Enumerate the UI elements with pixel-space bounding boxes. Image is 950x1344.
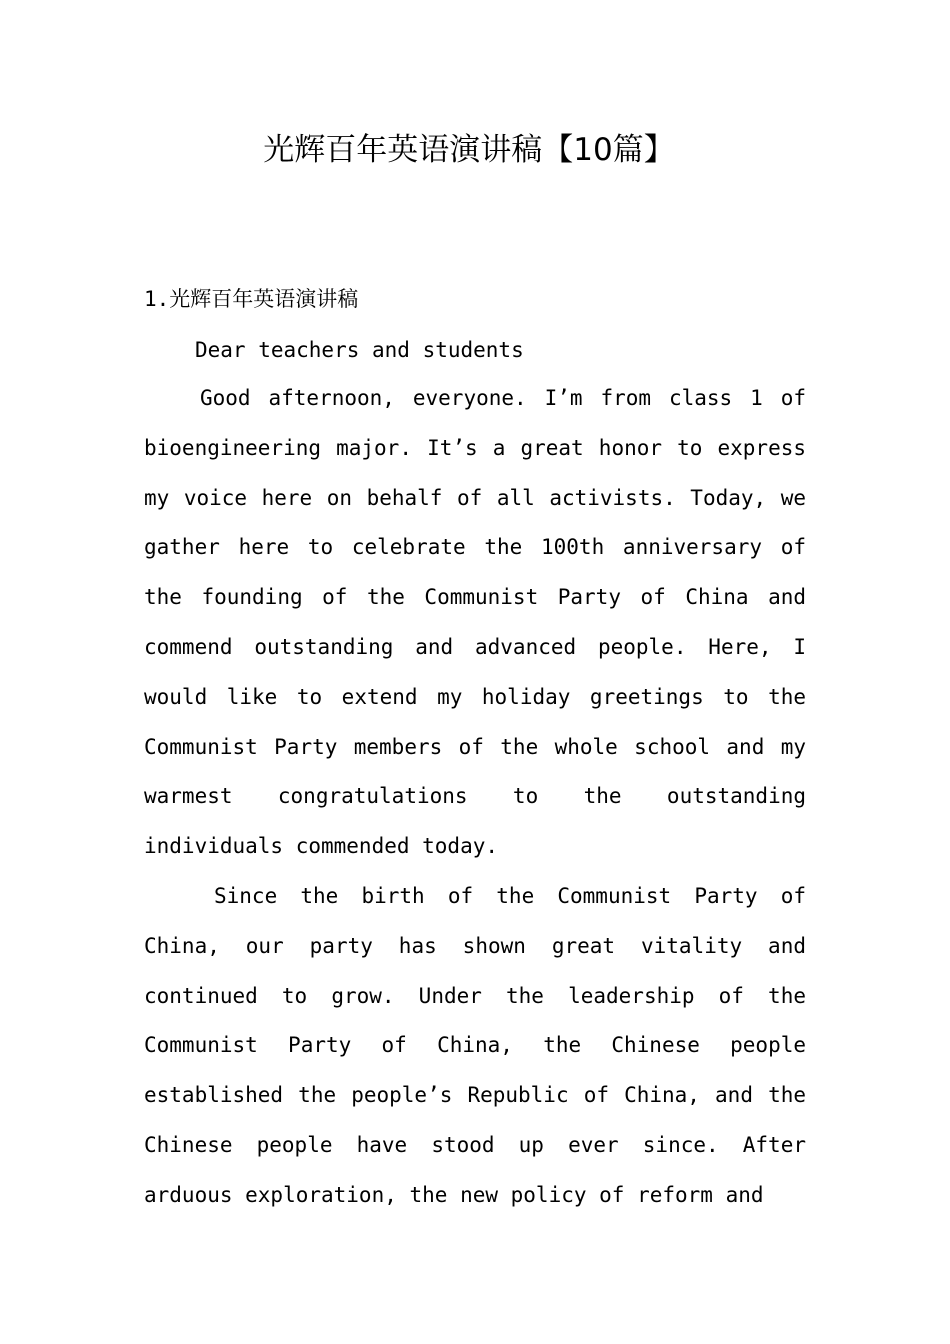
salutation: Dear teachers and students [195,338,524,362]
paragraph: Good afternoon, everyone. I’m from class 1 of bioengineering major. It’s a great honor to express my voice here on behalf of all activists. Today, we gather here to celebrate the 100th anniversary of the founding of the Communist Party of China and commend outstanding and advanced people. Here, I would like to extend my holiday greetings to the Communist Party members of the whole school and my warmest congratulations to the outstanding individuals commended today. [144,386,806,859]
paragraph: Since the birth of the Communist Party of China, our party has shown great vitality and continued to grow. Under the leadership of the Communist Party of China, the Chinese people established the people’s Republic of China, and the Chinese people have stood up ever since. After arduous exploration, the new policy of reform and [144,884,806,1207]
section-heading: 1.光辉百年英语演讲稿 [144,287,359,311]
document-title: 光辉百年英语演讲稿【10篇】 [263,132,675,168]
